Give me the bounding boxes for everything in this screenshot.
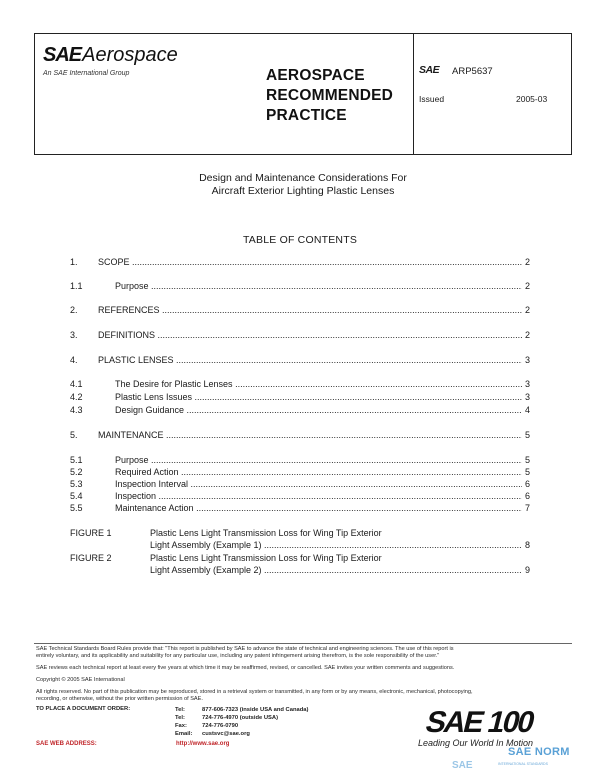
toc-entry[interactable] (70, 391, 530, 403)
contact-value: 724-776-0790 (202, 723, 239, 729)
logo-sae-text: SAE (43, 44, 82, 66)
toc-page: 6 (524, 479, 530, 489)
toc-entry[interactable] (70, 466, 530, 478)
sae-100-logo-text: SAE 100 (422, 705, 537, 739)
toc-page: 2 (524, 281, 530, 291)
toc-number: 4.3 (70, 405, 83, 415)
toc-number: 1. (70, 257, 78, 267)
toc-page: 4 (524, 405, 530, 415)
contact-label: Tel: (175, 715, 185, 721)
figure-title-line1: Plastic Lens Light Transmission Loss for Wing Tip Exterior (150, 528, 382, 538)
figure-page: 9 (524, 565, 530, 575)
contact-label: Email: (175, 731, 193, 737)
toc-title: The Desire for Plastic Lenses ..... (115, 378, 522, 390)
fine-line: entirely voluntary, and its applicability and suitability for any particular use, including any patent infringement arising therefrom, is the sole responsibility of the user." (36, 653, 440, 659)
footer-rule (34, 643, 572, 644)
title-line: Aircraft Exterior Lighting Plastic Lenses (211, 185, 395, 197)
figure-label: FIGURE 1 (70, 528, 112, 538)
figure-title-line1: Plastic Lens Light Transmission Loss for Wing Tip Exterior (150, 553, 382, 563)
toc-number: 2. (70, 305, 78, 315)
toc-page: 2 (524, 257, 530, 267)
toc-title: DEFINITIONS ..... (98, 329, 522, 341)
toc-title: REFERENCES ..... (98, 304, 522, 316)
contact-email-link[interactable]: custsvc@sae.org (202, 731, 250, 737)
toc-entry[interactable] (70, 280, 530, 292)
copyright-notice (36, 677, 576, 684)
toc-number: 4.2 (70, 392, 83, 402)
toc-entry[interactable] (70, 502, 530, 514)
doc-type-line: AEROSPACE (266, 67, 365, 84)
toc-title: Plastic Lens Issues ..... (115, 391, 522, 403)
toc-heading: TABLE OF CONTENTS (242, 234, 358, 246)
toc-title: Purpose ..... (115, 280, 522, 292)
toc-title: Inspection ..... (115, 490, 522, 502)
toc-entry[interactable] (70, 256, 530, 268)
doc-type-line: RECOMMENDED (266, 87, 394, 104)
toc-page: 5 (524, 455, 530, 465)
toc-page: 2 (524, 305, 530, 315)
toc-entry[interactable] (70, 404, 530, 416)
toc-page: 7 (524, 503, 530, 513)
toc-number: 3. (70, 330, 78, 340)
figure-title-line2: Light Assembly (Example 1) ..... (150, 539, 522, 551)
fine-line: Copyright © 2005 SAE International (36, 677, 125, 683)
toc-title: Maintenance Action ..... (115, 502, 522, 514)
toc-number: 1.1 (70, 281, 83, 291)
contact-label: Fax: (175, 723, 187, 729)
logo-aerospace-text: Aerospace (82, 44, 178, 66)
toc-page: 3 (524, 379, 530, 389)
figure-label: FIGURE 2 (70, 553, 112, 563)
toc-number: 5.3 (70, 479, 83, 489)
sae-norm-watermark-mark: SAE (452, 760, 473, 771)
sae-mark-logo: SAE (419, 64, 440, 76)
web-address-link[interactable]: http://www.sae.org (176, 741, 230, 747)
fine-line: All rights reserved. No part of this publication may be reproduced, stored in a retrieval system or transmitted, in any form or by any means, electronic, mechanical, photocopying, (36, 689, 473, 695)
toc-page: 5 (524, 430, 530, 440)
fine-line: SAE reviews each technical report at least every five years at which time it may be reaffirmed, revised, or cancelled. SAE invites your written comments and suggestions. (36, 665, 455, 671)
toc-entry[interactable] (70, 354, 530, 366)
fine-line: SAE Technical Standards Board Rules provide that: "This report is published by SAE to advance the state of technical and engineering sciences. The use of this report is (36, 646, 454, 652)
toc-number: 5.4 (70, 491, 83, 501)
issued-label: Issued (419, 94, 445, 104)
toc-page: 5 (524, 467, 530, 477)
toc-page: 2 (524, 330, 530, 340)
toc-number: 5. (70, 430, 78, 440)
tsb-rules-notice (36, 646, 576, 660)
toc-title: SCOPE ..... (98, 256, 522, 268)
figure-title-line2: Light Assembly (Example 2) ..... (150, 564, 522, 576)
toc-title: Required Action ..... (115, 466, 522, 478)
contact-label: Tel: (175, 707, 185, 713)
toc-entry[interactable] (70, 378, 530, 390)
contact-value[interactable]: 877-606-7323 (inside USA and Canada) (202, 707, 309, 713)
toc-entry[interactable] (70, 329, 530, 341)
fine-line: recording, or otherwise, without the prior written permission of SAE. (36, 696, 203, 702)
logo-subtitle: An SAE International Group (43, 70, 130, 77)
tagline: Leading Our World In Motion (418, 738, 534, 748)
toc-entry[interactable] (70, 454, 530, 466)
web-address-label: SAE WEB ADDRESS: (36, 741, 97, 747)
issued-date: 2005-03 (516, 94, 548, 104)
sae-norm-watermark: SAE NORM (508, 746, 570, 758)
review-notice (36, 665, 576, 672)
toc-title: PLASTIC LENSES ..... (98, 354, 522, 366)
toc-page: 6 (524, 491, 530, 501)
toc-number: 5.5 (70, 503, 83, 513)
order-label: TO PLACE A DOCUMENT ORDER: (36, 706, 131, 712)
toc-entry[interactable] (70, 478, 530, 490)
figure-page: 8 (524, 540, 530, 550)
sae-norm-watermark-sub: INTERNATIONAL STANDARDS (498, 762, 548, 766)
toc-title: MAINTENANCE ..... (98, 429, 522, 441)
contact-value[interactable]: 724-776-4970 (outside USA) (202, 715, 279, 721)
toc-entry[interactable] (70, 304, 530, 316)
title-line: Design and Maintenance Considerations For (199, 172, 407, 184)
toc-number: 5.2 (70, 467, 83, 477)
toc-number: 4.1 (70, 379, 83, 389)
toc-title: Purpose ..... (115, 454, 522, 466)
toc-title: Design Guidance ..... (115, 404, 522, 416)
toc-number: 4. (70, 355, 78, 365)
doc-type-line: PRACTICE (266, 107, 347, 124)
toc-page: 3 (524, 355, 530, 365)
toc-number: 5.1 (70, 455, 83, 465)
toc-entry[interactable] (70, 429, 530, 441)
toc-entry[interactable] (70, 490, 530, 502)
toc-page: 3 (524, 392, 530, 402)
document-number: ARP5637 (452, 66, 493, 77)
toc-title: Inspection Interval ..... (115, 478, 522, 490)
